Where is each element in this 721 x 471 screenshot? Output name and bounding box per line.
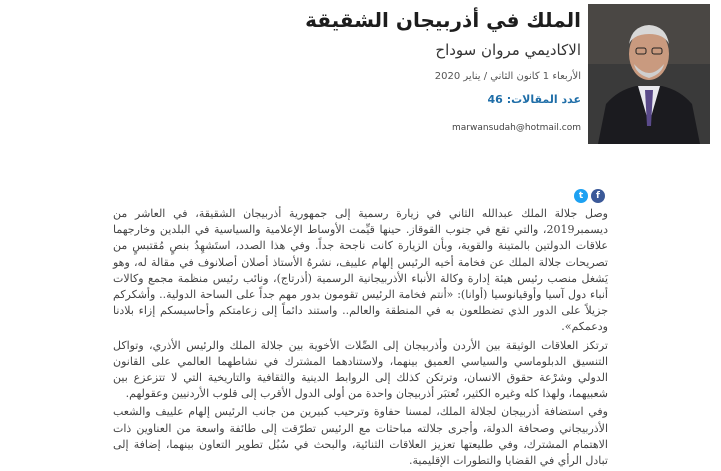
article-paragraph: وفي استضافة أذربيجان لجلالة الملك، لمسنا حفاوة وترحيب كبيرين من جانب الرئيس إلهام علييف والشعب الأذربيجاني وصحافة الدولة، وأجرى جلالته مباحثات مع الرئيس تطرّقت إلى طائفة واسعة من العناوين ذات الاهتمام المشترك، وفي طليعتها تعزيز العلاقات الثنائية، والبحث في سُبُل تطوير التعاون بينهما، إضافة إلى تبادل الرأي في القضايا والتطورات الإقليمية. bbox=[113, 405, 608, 468]
author-email[interactable]: marwansudah@hotmail.com bbox=[452, 123, 581, 133]
author-name[interactable]: الاكاديمي مروان سوداح bbox=[435, 41, 581, 59]
twitter-icon[interactable]: t bbox=[574, 189, 588, 203]
article-title: الملك في أذربيجان الشقيقة bbox=[305, 8, 581, 32]
facebook-icon[interactable]: f bbox=[591, 189, 605, 203]
article-paragraph: ترتكز العلاقات الوثيقة بين الأردن وأذربيجان إلى الصِّلات الأخوية بين جلالة الملك والرئيس الأذري، وتواكل التنسيق الدبلوماسي والسياسي العميق بينهما، ولاستنادهما المشترك في نشاطهما العالمي على القانون الدولي وشرْعة حقوق الانسان، وترتكن كذلك إلى الروابط الدينية والثقافية والتاريخية التي لا تتزعزع بين شعبيهما، ولهذا كله وغيره الكثير، تُعتبَر أذربيجان واحدة من أولى الدول الأقرب إلى قلوب الأردنيين وعقولهم. bbox=[113, 338, 608, 401]
article-body bbox=[113, 206, 608, 471]
articles-count-value: 46 bbox=[487, 93, 503, 106]
articles-count[interactable] bbox=[161, 92, 581, 108]
publish-date: الأربعاء 1 كانون الثاني / يناير 2020 bbox=[434, 71, 581, 82]
article-header bbox=[161, 6, 581, 134]
author-portrait-image bbox=[588, 4, 710, 144]
article-paragraph: وصل جلالة الملك عبدالله الثاني في زيارة رسمية إلى جمهورية أذربيجان الشقيقة، في العاشر من ديسمبر2019، والتي تقع في جنوب القوقاز. حينها قيِّمت الأوساط الإعلامية والسياسية في البلدين وخارجهما علاقات الدولتين بالمتينة والقوية، وبأن الزيارة كانت ناجحة جداً. وفي هذا الصدد، استَشهِدُ بنصٍ مُقتبسٍ من تصريحات جلالة الملك عن فخامة أخيه الرئيس إلهام علييف، نشرهُ الأستاذ أصلان أصلانوف في مقالة له، وهو يَشغل منصب رئيس هيئة إدارة وكالة الأنباء الأذربيجانية الرسمية (أذرتاج)، ونائب رئيس منظمة مجمع وكالات أنباء دول آسيا وأوقيانوسيا (أوانا): «أنتم فخامة الرئيس تقومون بدور مهم جداً على الساحة الدولية.. وأشكركم جزيلاً على الدور الذي تضطلعون به في المنطقة والعالم.. واستند دائماً إلى زعامتكم وأحاسيسكم إزاء بلادنا ودعمكم». bbox=[113, 207, 608, 334]
author-photo bbox=[588, 4, 710, 144]
share-buttons bbox=[574, 189, 605, 203]
articles-count-label: عدد المقالات: bbox=[506, 93, 581, 106]
